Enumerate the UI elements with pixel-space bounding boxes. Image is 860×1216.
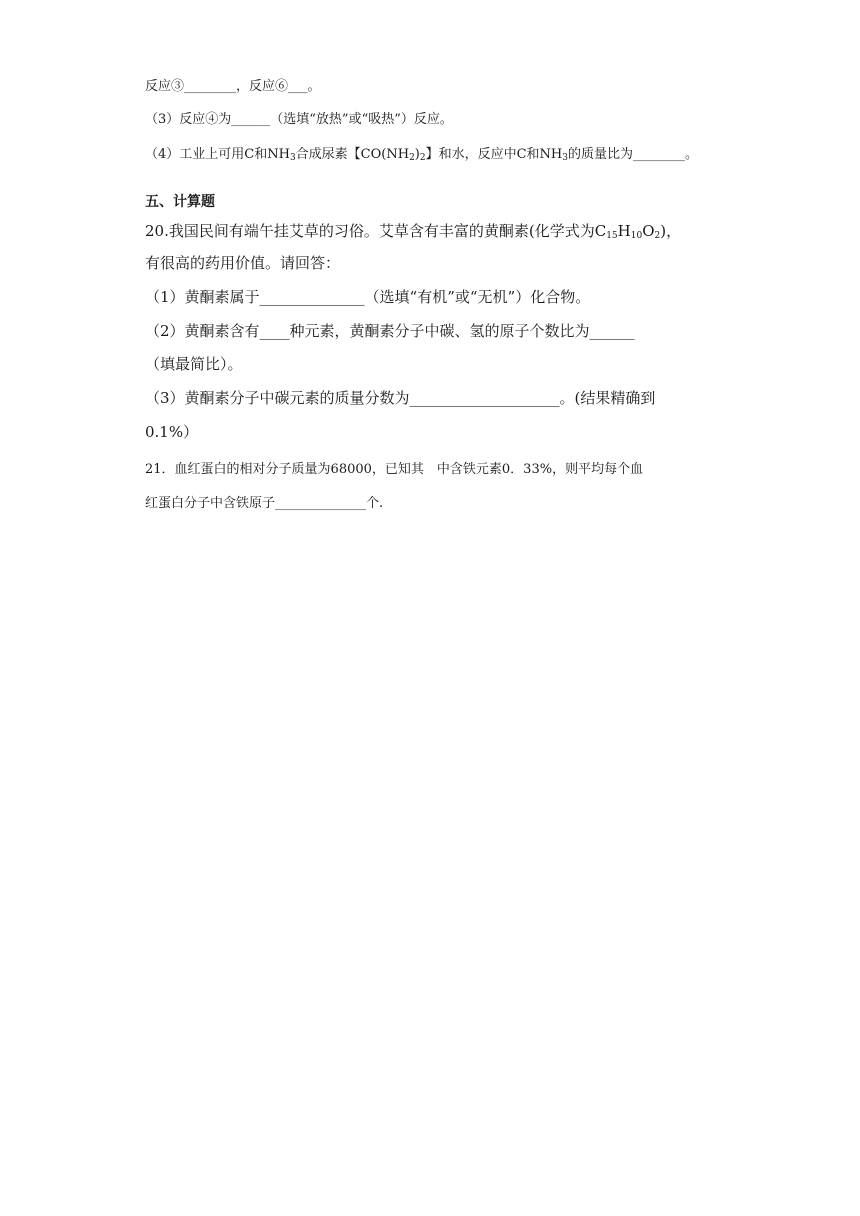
question-21-line-2: 红蛋白分子中含铁原子______________个. — [145, 496, 384, 511]
reaction-blanks-line: 反应③________，反应⑥___。 — [145, 79, 321, 94]
question-20-part-3-cont: 0.1%） — [145, 423, 199, 441]
question-20-part-3: （3）黄酮素分子中碳元素的质量分数为____________________。(结果精确到 — [145, 389, 656, 407]
question-3-text: （3）反应④为______（选填“放热”或“吸热”）反应。 — [145, 112, 453, 127]
question-20-part-1: （1）黄酮素属于______________（选填“有机”或“无机”）化合物。 — [145, 288, 591, 306]
question-20-intro-cont: 有很高的药用价值。请回答： — [145, 254, 341, 272]
section-heading: 五、计算题 — [145, 194, 215, 210]
question-20-intro: 20.我国民间有端午挂艾草的习俗。艾草含有丰富的黄酮素(化学式为$C_{15}H_{10}O_2$)， — [145, 222, 682, 241]
question-20-part-2-cont: （填最简比）。 — [145, 355, 243, 373]
question-4-text: （4）工业上可用C和$NH_3$合成尿素【$CO(NH_2)_2$】和水，反应中C和$NH_3$的质量比为________。 — [145, 147, 699, 163]
question-20-part-2: （2）黄酮素含有____种元素，黄酮素分子中碳、氢的原子个数比为______ — [145, 322, 635, 340]
question-21-line-1: 21．血红蛋白的相对分子质量为68000，已知其 中含铁元素0．33%，则平均每个血 — [145, 462, 644, 477]
